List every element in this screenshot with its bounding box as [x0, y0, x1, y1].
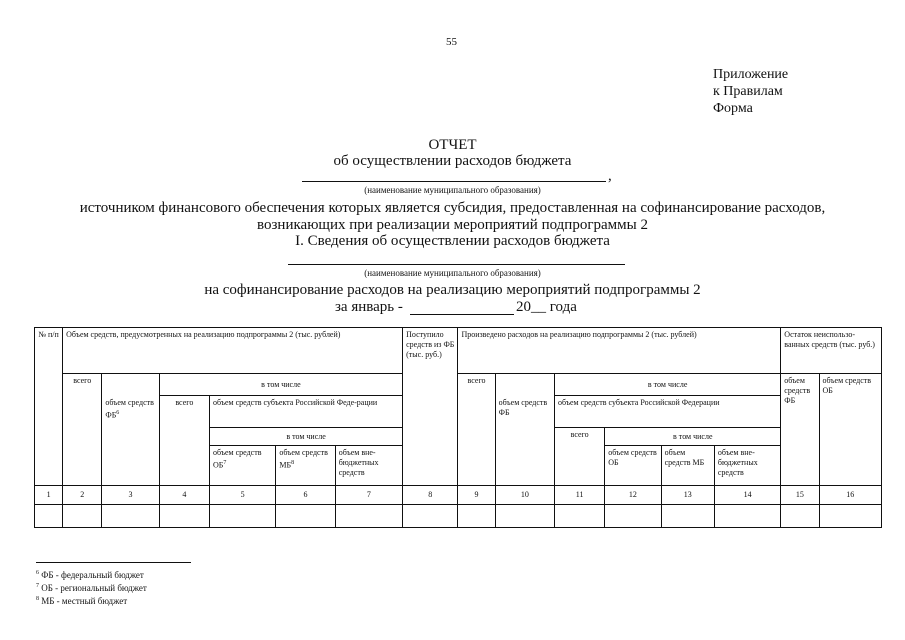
data-cell[interactable]	[714, 505, 780, 528]
planned-incl: в том числе	[159, 374, 402, 396]
data-cell[interactable]	[819, 505, 881, 528]
col-num-12: 12	[605, 486, 661, 505]
spent-fb: объем средств ФБ	[495, 396, 554, 486]
col-num-1: 1	[35, 486, 63, 505]
planned-total: всего	[63, 374, 102, 486]
purpose-line: на софинансирование расходов на реализацию мероприятий подпрограммы 2	[204, 282, 701, 298]
col-num-5: 5	[209, 486, 275, 505]
planned-blank	[102, 374, 159, 396]
footnote-6-num: 6	[36, 570, 39, 576]
planned-fb	[102, 396, 159, 486]
spent-blank	[495, 374, 554, 396]
report-subtitle: об осуществлении расходов бюджета	[333, 153, 572, 169]
planned-subject: объем средств субъекта Российской Феде-рации	[209, 396, 402, 428]
col-num-15: 15	[781, 486, 819, 505]
col-num-7: 7	[335, 486, 402, 505]
planned-extra: объем вне-бюджетных средств	[335, 446, 402, 486]
appendix-line-2: к Правилам	[713, 84, 783, 99]
header-received: Поступило средств из ФБ (тыс. руб.)	[403, 328, 458, 486]
header-spent: Произведено расходов на реализацию подпрограммы 2 (тыс. рублей)	[458, 328, 781, 374]
municipality-blank-2	[288, 264, 625, 265]
header-no: № п/п	[35, 328, 63, 486]
spent-subject-incl: в том числе	[605, 428, 781, 446]
col-num-14: 14	[714, 486, 780, 505]
municipality-hint-2: (наименование муниципального образования)	[364, 268, 541, 278]
planned-mb	[276, 446, 335, 486]
footnote-separator	[36, 562, 191, 563]
data-cell[interactable]	[495, 505, 554, 528]
planned-subject-total: всего	[159, 396, 209, 486]
planned-mb-label: объем средств МБ	[279, 448, 328, 470]
period-blank	[410, 314, 514, 315]
data-cell[interactable]	[554, 505, 604, 528]
data-cell[interactable]	[63, 505, 102, 528]
footnote-8	[36, 596, 127, 606]
header-planned: Объем средств, предусмотренных на реализацию подпрограммы 2 (тыс. рублей)	[63, 328, 403, 374]
data-cell[interactable]	[209, 505, 275, 528]
source-line-2: возникающих при реализации мероприятий подпрограммы 2	[257, 217, 648, 233]
column-numbers-row	[35, 486, 882, 505]
balance-fb: объем средств ФБ	[781, 374, 819, 486]
data-cell[interactable]	[276, 505, 335, 528]
appendix-line-1: Приложение	[713, 67, 789, 82]
col-num-9: 9	[458, 486, 495, 505]
data-cell[interactable]	[335, 505, 402, 528]
period-prefix: за январь -	[335, 299, 403, 315]
expenses-table	[34, 327, 882, 528]
col-num-16: 16	[819, 486, 881, 505]
data-cell[interactable]	[781, 505, 819, 528]
footnote-8-text: МБ - местный бюджет	[41, 596, 128, 606]
page-number: 55	[446, 36, 457, 48]
footnote-8-num: 8	[36, 596, 39, 602]
data-cell[interactable]	[159, 505, 209, 528]
comma: ,	[608, 168, 612, 184]
spent-incl: в том числе	[554, 374, 780, 396]
data-cell[interactable]	[458, 505, 495, 528]
col-num-4: 4	[159, 486, 209, 505]
spent-extra: объем вне-бюджетных средств	[714, 446, 780, 486]
report-title: ОТЧЕТ	[428, 137, 477, 153]
footnote-7	[36, 583, 147, 593]
footnote-7-text: ОБ - региональный бюджет	[41, 583, 147, 593]
spent-subject-total: всего	[554, 428, 604, 486]
balance-ob: объем средств ОБ	[819, 374, 881, 486]
spent-ob: объем средств ОБ	[605, 446, 661, 486]
planned-ob-label: объем средств ОБ	[212, 448, 262, 470]
planned-ob	[209, 446, 275, 486]
footnote-6-text: ФБ - федеральный бюджет	[41, 570, 144, 580]
data-cell[interactable]	[102, 505, 159, 528]
data-cell[interactable]	[661, 505, 714, 528]
data-cell[interactable]	[35, 505, 63, 528]
col-num-13: 13	[661, 486, 714, 505]
appendix-line-3: Форма	[713, 101, 753, 116]
col-num-8: 8	[403, 486, 458, 505]
planned-subject-incl: в том числе	[209, 428, 402, 446]
period-suffix: 20__ года	[516, 299, 577, 315]
footnote-ref-8: 8	[291, 460, 295, 466]
section-title: I. Сведения об осуществлении расходов бюджета	[295, 233, 610, 249]
col-num-3: 3	[102, 486, 159, 505]
data-cell[interactable]	[605, 505, 661, 528]
data-cell[interactable]	[403, 505, 458, 528]
spent-mb: объем средств МБ	[661, 446, 714, 486]
appendix-block	[713, 66, 788, 117]
municipality-hint-1: (наименование муниципального образования)	[364, 185, 541, 195]
footnote-6	[36, 570, 144, 580]
header-balance: Остаток неиспользо-ванных средств (тыс. руб.)	[781, 328, 882, 374]
municipality-blank-1	[302, 181, 606, 182]
col-num-6: 6	[276, 486, 335, 505]
col-num-2: 2	[63, 486, 102, 505]
data-row-empty	[35, 505, 882, 528]
footnote-7-num: 7	[36, 583, 39, 589]
col-num-11: 11	[554, 486, 604, 505]
source-line-1: источником финансового обеспечения которых является субсидия, предоставленная на софинансирование расходов,	[79, 200, 826, 216]
col-num-10: 10	[495, 486, 554, 505]
footnote-ref-6: 6	[116, 409, 120, 416]
planned-fb-label: объем средств ФБ	[105, 397, 154, 420]
spent-total: всего	[458, 374, 495, 486]
spent-subject: объем средств субъекта Российской Федерации	[554, 396, 780, 428]
footnote-ref-7: 7	[223, 460, 227, 466]
